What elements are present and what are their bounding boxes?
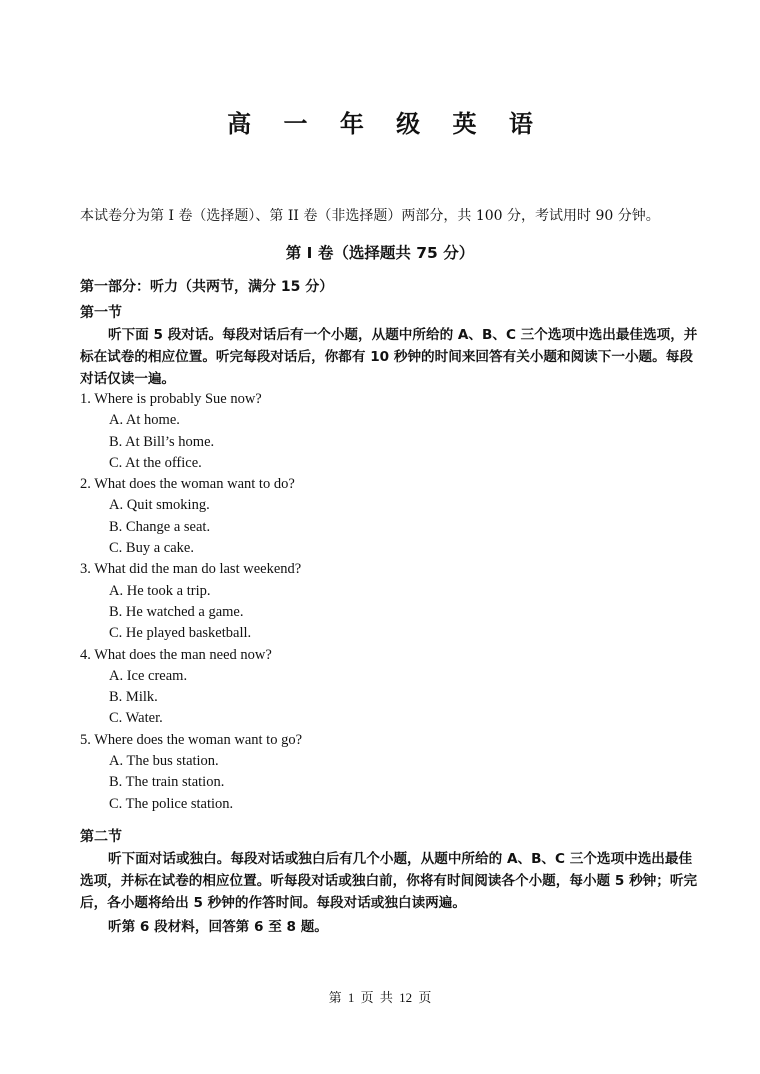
question-list <box>80 389 700 815</box>
option-c: C. Water. <box>109 710 163 727</box>
exam-intro: 本试卷分为第 I 卷（选择题）、第 II 卷（非选择题）两部分，共 100 分，考试用时 90 分钟。 <box>80 208 660 224</box>
option-a: A. Ice cream. <box>109 667 188 684</box>
question-5 <box>80 730 700 815</box>
option-c: C. At the office. <box>109 454 202 471</box>
section2-instructions: 听下面对话或独白。每段对话或独白后有几个小题，从题中所给的 A、B、C 三个选项中选出最佳选项，并标在试卷的相应位置。听每段对话或独白前，你将有时间阅读各个小题，每小题 5 秒钟；听完后，各小题将给出 5 秒钟的作答时间。每段对话或独白读两遍。 <box>80 851 698 911</box>
option-c: C. The police station. <box>109 795 234 812</box>
option-a: A. Quit smoking. <box>109 497 210 514</box>
page-title: 高 一 年 级 英 语 <box>227 110 545 138</box>
option-b: B. Milk. <box>109 689 158 706</box>
question-stem: 5. Where does the woman want to go? <box>80 731 303 748</box>
section1-instructions: 听下面 5 段对话。每段对话后有一个小题，从题中所给的 A、B、C 三个选项中选出最佳选项，并标在试卷的相应位置。听完每段对话后，你都有 10 秒钟的时间来回答有关小题和阅读下一小题。每段对话仅读一遍。 <box>80 327 698 387</box>
option-c: C. Buy a cake. <box>109 540 194 557</box>
option-b: B. The train station. <box>109 774 225 791</box>
option-b: B. At Bill’s home. <box>109 433 215 450</box>
listen-instruction: 听第 6 段材料，回答第 6 至 8 题。 <box>108 919 328 935</box>
question-3 <box>80 559 700 644</box>
question-4 <box>80 645 700 730</box>
volume-heading: 第 I 卷（选择题共 75 分） <box>285 244 475 262</box>
question-2 <box>80 474 700 559</box>
question-stem: 2. What does the woman want to do? <box>80 476 295 493</box>
option-a: A. The bus station. <box>109 753 219 770</box>
option-b: B. He watched a game. <box>109 603 244 620</box>
part-heading: 第一部分：听力（共两节，满分 15 分） <box>80 279 334 295</box>
option-b: B. Change a seat. <box>109 518 211 535</box>
question-stem: 1. Where is probably Sue now? <box>80 391 262 407</box>
page-footer: 第 1 页 共 12 页 <box>328 990 432 1005</box>
question-stem: 3. What did the man do last weekend? <box>80 561 302 578</box>
option-a: A. He took a trip. <box>109 582 211 599</box>
section1-heading: 第一节 <box>80 305 122 321</box>
option-c: C. He played basketball. <box>109 625 252 642</box>
question-stem: 4. What does the man need now? <box>80 646 272 663</box>
option-a: A. At home. <box>109 412 180 429</box>
question-1 <box>80 389 700 474</box>
section2-heading: 第二节 <box>80 829 122 845</box>
